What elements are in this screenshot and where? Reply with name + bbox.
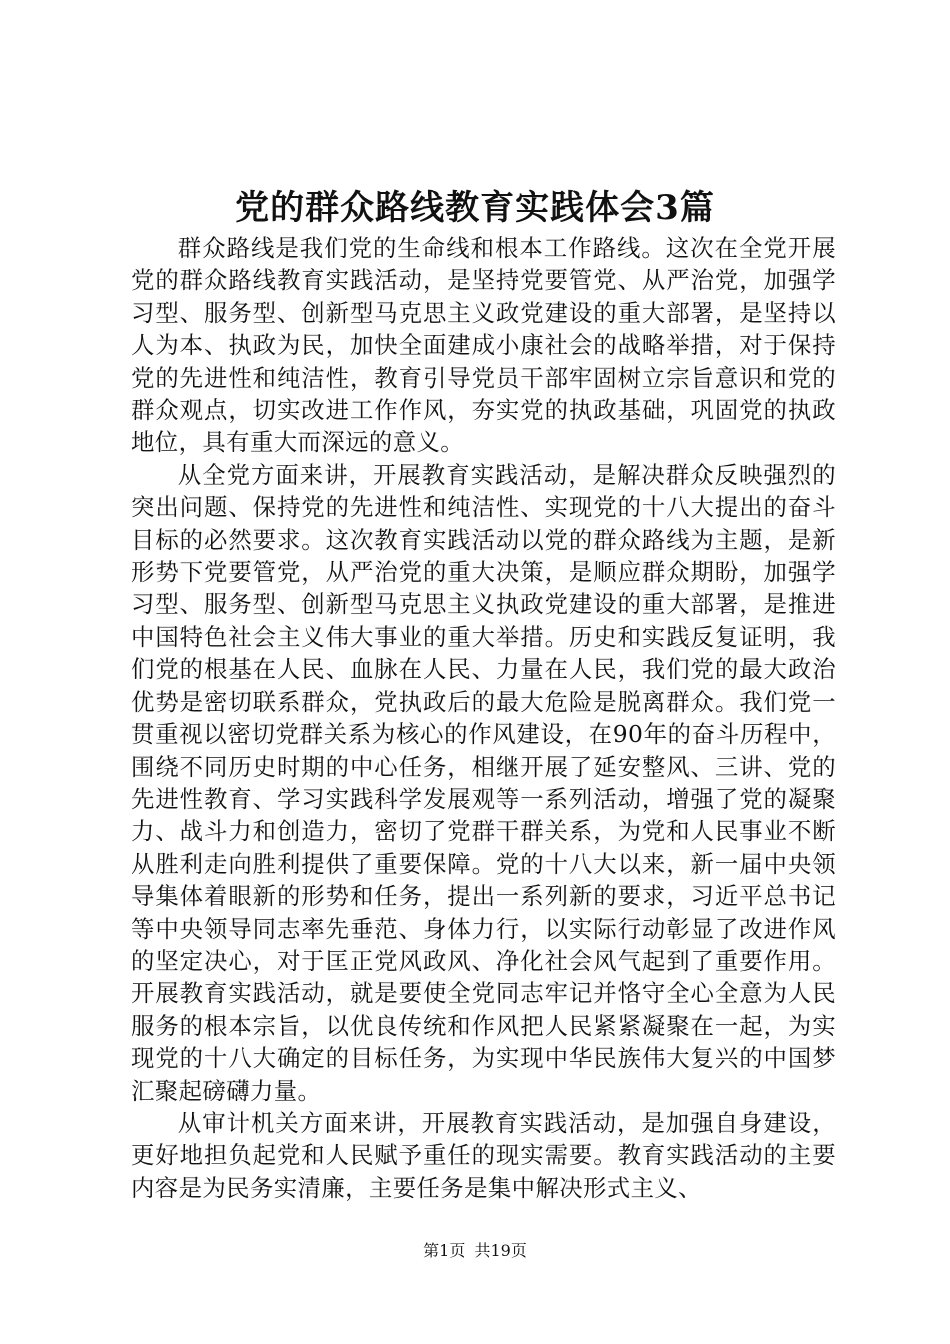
paragraph-1: 群众路线是我们党的生命线和根本工作路线。这次在全党开展党的群众路线教育实践活动，是坚持党要管党、从严治党，加强学习型、服务型、创新型马克思主义政党建设的重大部署，是坚持以人为本、执政为民，加快全面建成小康社会的战略举措，对于保持党的先进性和纯洁性，教育引导党员干部牢固树立宗旨意识和党的群众观点，切实改进工作作风，夯实党的执政基础，巩固党的执政地位，具有重大而深远的意义。 xyxy=(131,234,836,457)
page-footer xyxy=(0,1240,950,1262)
document-body xyxy=(131,232,836,1204)
document-title: 党的群众路线教育实践体会3篇 xyxy=(235,188,715,228)
page-number: 第1页 xyxy=(423,1241,466,1260)
page-total: 共19页 xyxy=(474,1241,527,1260)
paragraph-2: 从全党方面来讲，开展教育实践活动，是解决群众反映强烈的突出问题、保持党的先进性和纯洁性、实现党的十八大提出的奋斗目标的必然要求。这次教育实践活动以党的群众路线为主题，是新形势下党要管党，从严治党的重大决策，是顺应群众期盼，加强学习型、服务型、创新型马克思主义执政党建设的重大部署，是推进中国特色社会主义伟大事业的重大举措。历史和实践反复证明，我们党的根基在人民、血脉在人民、力量在人民，我们党的最大政治优势是密切联系群众，党执政后的最大危险是脱离群众。我们党一贯重视以密切党群关系为核心的作风建设，在90年的奋斗历程中，围绕不同历史时期的中心任务，相继开展了延安整风、三讲、党的先进性教育、学习实践科学发展观等一系列活动，增强了党的凝聚力、战斗力和创造力，密切了党群干群关系，为党和人民事业不断从胜利走向胜利提供了重要保障。党的十八大以来，新一届中央领导集体着眼新的形势和任务，提出一系列新的要求，习近平总书记等中央领导同志率先垂范、身体力行，以实际行动彰显了改进作风的坚定决心，对于匡正党风政风、净化社会风气起到了重要作用。开展教育实践活动，就是要使全党同志牢记并恪守全心全意为人民服务的根本宗旨，以优良传统和作风把人民紧紧凝聚在一起，为实现党的十八大确定的目标任务，为实现中华民族伟大复兴的中国梦汇聚起磅礴力量。 xyxy=(131,460,836,1105)
paragraph-3: 从审计机关方面来讲，开展教育实践活动，是加强自身建设，更好地担负起党和人民赋予重任的现实需要。教育实践活动的主要内容是为民务实清廉，主要任务是集中解决形式主义、 xyxy=(131,1108,836,1202)
